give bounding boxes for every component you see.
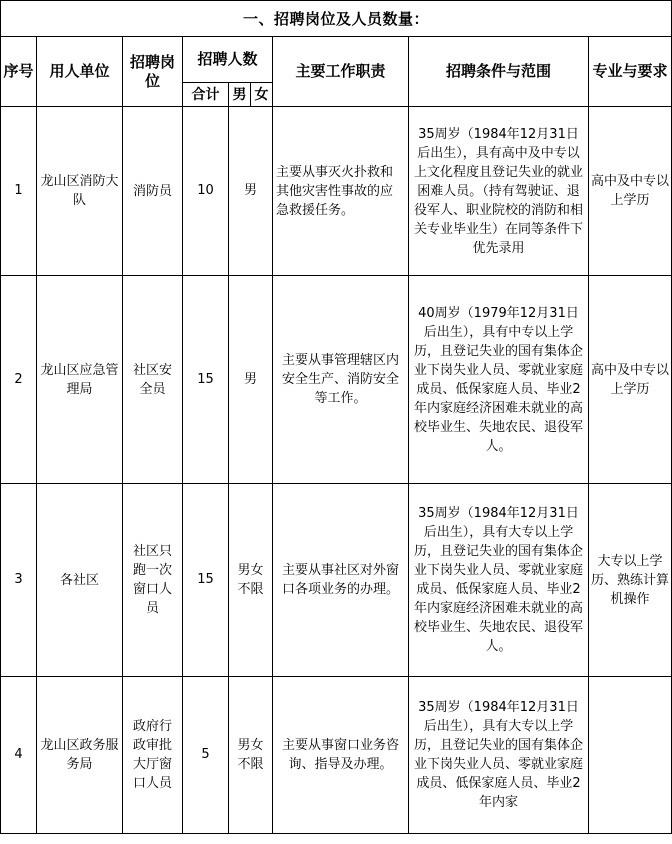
row-seq: 1 xyxy=(1,107,37,276)
header-spec: 专业与要求 xyxy=(589,37,672,107)
row-conditions: 35周岁（1984年12月31日后出生），具有大专以上学历，且登记失业的国有集体企业下岗失业人员、零就业家庭成员、低保家庭人员、毕业2年内家庭经济困难未就业的高校毕业生、失地农民、退役军人。 xyxy=(409,484,589,677)
row-conditions: 35周岁（1984年12月31日后出生），具有高中及中专以上文化程度且登记失业的就业困难人员。（持有驾驶证、退役军人、职业院校的消防和相关专业毕业生）在同等条件下优先录用 xyxy=(409,107,589,276)
row-duty: 主要从事窗口业务咨询、指导及办理。 xyxy=(273,677,409,834)
row-total: 15 xyxy=(183,484,229,677)
row-post: 社区只跑一次窗口人员 xyxy=(123,484,183,677)
header-total: 合计 xyxy=(183,83,229,107)
row-unit: 各社区 xyxy=(37,484,123,677)
row-total: 10 xyxy=(183,107,229,276)
row-unit: 龙山区应急管理局 xyxy=(37,276,123,484)
row-conditions: 35周岁（1984年12月31日后出生），具有大专以上学历，且登记失业的国有集体企业下岗失业人员、零就业家庭成员、低保家庭人员、毕业2年内家 xyxy=(409,677,589,834)
row-post: 政府行政审批大厅窗口人员 xyxy=(123,677,183,834)
table-row xyxy=(1,677,672,834)
row-duty: 主要从事社区对外窗口各项业务的办理。 xyxy=(273,484,409,677)
row-gender: 男女不限 xyxy=(229,677,273,834)
row-requirements: 高中及中专以上学历 xyxy=(589,107,672,276)
row-unit: 龙山区消防大队 xyxy=(37,107,123,276)
header-unit: 用人单位 xyxy=(37,37,123,107)
page-title: 一、招聘岗位及人员数量： xyxy=(1,1,672,37)
row-requirements: 高中及中专以上学历 xyxy=(589,276,672,484)
row-requirements: 大专以上学历、熟练计算机操作 xyxy=(589,484,672,677)
row-conditions: 40周岁（1979年12月31日后出生），具有中专以上学历，且登记失业的国有集体企业下岗失业人员、零就业家庭成员、低保家庭人员、毕业2年内家庭经济困难未就业的高校毕业生、失地农民、退役军人。 xyxy=(409,276,589,484)
row-seq: 4 xyxy=(1,677,37,834)
row-seq: 2 xyxy=(1,276,37,484)
row-gender: 男女不限 xyxy=(229,484,273,677)
row-unit: 龙山区政务服务局 xyxy=(37,677,123,834)
header-seq: 序号 xyxy=(1,37,37,107)
header-cond: 招聘条件与范围 xyxy=(409,37,589,107)
header-duty: 主要工作职责 xyxy=(273,37,409,107)
row-duty: 主要从事灭火扑救和其他灾害性事故的应急救援任务。 xyxy=(273,107,409,276)
row-duty: 主要从事管理辖区内安全生产、消防安全等工作。 xyxy=(273,276,409,484)
table-row xyxy=(1,276,672,484)
row-gender: 男 xyxy=(229,276,273,484)
row-post: 消防员 xyxy=(123,107,183,276)
row-total: 15 xyxy=(183,276,229,484)
row-requirements xyxy=(589,677,672,834)
header-female: 女 xyxy=(251,83,273,107)
header-male: 男 xyxy=(229,83,251,107)
table-row xyxy=(1,484,672,677)
row-total: 5 xyxy=(183,677,229,834)
row-gender: 男 xyxy=(229,107,273,276)
row-seq: 3 xyxy=(1,484,37,677)
header-post: 招聘岗位 xyxy=(123,37,183,107)
table-row xyxy=(1,107,672,276)
row-post: 社区安全员 xyxy=(123,276,183,484)
header-count: 招聘人数 xyxy=(183,37,273,83)
